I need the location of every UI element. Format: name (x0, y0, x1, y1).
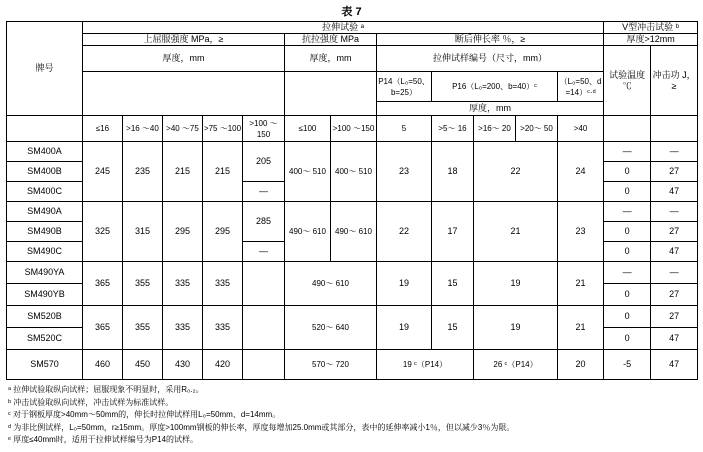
col-yield-3: >40 ～75 (163, 116, 203, 142)
table-title: 表 7 (341, 6, 362, 18)
cell-elong-5: 21 (558, 262, 604, 306)
header-row-subgroups (7, 34, 698, 46)
cell-energy: — (651, 142, 698, 162)
col-yield-2: >16 ～40 (123, 116, 163, 142)
cell-temp: 0 (604, 328, 651, 350)
header-cell-impact-energy (651, 46, 698, 116)
header-row-groups (7, 22, 698, 34)
cell-yield-5 (243, 350, 285, 380)
impact-energy-label: 冲击功 J，≥ (652, 69, 696, 91)
row-grade: SM490YA (7, 262, 83, 284)
header-cell-grade-spacer (7, 116, 83, 142)
header-row-columns (7, 116, 698, 142)
note-b: ᵇ 冲击试验取纵向试样，冲击试样为标准试样。 (8, 397, 174, 407)
cell-energy: 27 (651, 222, 698, 242)
header-cell-yield-strength: 上屈服强度 MPa，≥ (83, 34, 285, 46)
cell-tensile-1: 520～ 640 (285, 306, 377, 350)
row-grade: SM490C (7, 242, 83, 262)
col-energy-spacer (651, 116, 698, 142)
row-grade: SM490YB (7, 284, 83, 306)
row-grade: SM490A (7, 202, 83, 222)
cell-elong-2: 17 (432, 202, 474, 262)
cell-yield-3: 215 (163, 142, 203, 202)
cell-elong-5: 24 (558, 142, 604, 202)
col-yield-4: >75 ～100 (203, 116, 243, 142)
cell-tensile-1: 490～ 610 (285, 262, 377, 306)
cell-yield-3: 335 (163, 306, 203, 350)
col-elong-4: >20～ 50 (516, 116, 558, 142)
table-row (7, 202, 698, 222)
cell-temp: 0 (604, 242, 651, 262)
cell-temp: 0 (604, 162, 651, 182)
cell-elong-5: 20 (558, 350, 604, 380)
header-cell-grade: 牌号 (7, 22, 83, 116)
header-cell-elongation: 断后伸长率 ％，≥ (377, 34, 604, 46)
cell-yield-2: 450 (123, 350, 163, 380)
row-grade: SM490B (7, 222, 83, 242)
cell-tensile-1: 490～ 610 (285, 202, 331, 262)
mechanical-properties-table (6, 21, 698, 380)
row-grade: SM400C (7, 182, 83, 202)
cell-elong-2: 15 (432, 306, 474, 350)
col-tensile-2: >100 ～150 (331, 116, 377, 142)
cell-energy: 27 (651, 306, 698, 328)
col-elong-5: >40 (558, 116, 604, 142)
cell-elong-1: 22 (377, 202, 432, 262)
cell-yield-1: 325 (83, 202, 123, 262)
cell-energy: 47 (651, 350, 698, 380)
cell-tensile-2: 400～ 510 (331, 142, 377, 202)
header-cell-p14: P14（L₀=50、b=25） (377, 72, 432, 102)
cell-yield-5: 205 (243, 142, 285, 182)
cell-yield-3: 335 (163, 262, 203, 306)
cell-energy: — (651, 202, 698, 222)
cell-yield-4: 335 (203, 306, 243, 350)
cell-yield-3: 295 (163, 202, 203, 262)
header-cell-thickness-tensile-spacer (285, 72, 377, 116)
cell-temp: 0 (604, 284, 651, 306)
col-yield-1: ≤16 (83, 116, 123, 142)
header-cell-impact-test: V型冲击试验 ᵇ (604, 22, 698, 34)
note-e: ᵉ 厚度≤40mm时，适用于拉伸试样编号为P14的试样。 (8, 435, 199, 444)
cell-elong-5: 23 (558, 202, 604, 262)
cell-temp: 0 (604, 182, 651, 202)
row-grade: SM520C (7, 328, 83, 350)
cell-energy: 47 (651, 328, 698, 350)
header-row-thickness (7, 46, 698, 72)
col-elong-3: >16～ 20 (474, 116, 516, 142)
cell-energy: — (651, 262, 698, 284)
row-grade: SM400B (7, 162, 83, 182)
header-cell-thickness-yield: 厚度，mm (83, 46, 285, 72)
cell-tensile-2: 490～ 610 (331, 202, 377, 262)
table-notes (6, 384, 697, 447)
cell-tensile-1: 570～ 720 (285, 350, 377, 380)
cell-tensile-1: 400～ 510 (285, 142, 331, 202)
col-tensile-1: ≤100 (285, 116, 331, 142)
table-row (7, 350, 698, 380)
cell-elong-5: 21 (558, 306, 604, 350)
cell-yield-2: 355 (123, 306, 163, 350)
header-cell-tensile-strength: 抗拉强度 MPa (285, 34, 377, 46)
cell-yield-4: 335 (203, 262, 243, 306)
cell-elong-p14-b: 26 ᶜ（P14） (474, 350, 558, 380)
cell-yield-4: 215 (203, 142, 243, 202)
col-elong-2: >5～ 16 (432, 116, 474, 142)
col-elong-1: 5 (377, 116, 432, 142)
header-row-samples (7, 72, 698, 102)
cell-yield-2: 315 (123, 202, 163, 262)
header-cell-thickness-tensile: 厚度，mm (285, 46, 377, 72)
cell-yield-1: 245 (83, 142, 123, 202)
header-cell-thickness-yield-spacer (83, 72, 285, 116)
cell-yield-1: 365 (83, 306, 123, 350)
cell-yield-1: 365 (83, 262, 123, 306)
cell-elong-1: 19 (377, 306, 432, 350)
cell-temp: — (604, 262, 651, 284)
cell-elong-3: 22 (474, 142, 558, 202)
cell-yield-3: 430 (163, 350, 203, 380)
cell-elong-3: 21 (474, 202, 558, 262)
header-cell-thickness-gt12: 厚度>12mm (604, 34, 698, 46)
col-yield-5: >100 ～150 (243, 116, 285, 142)
cell-elong-1: 19 (377, 262, 432, 306)
row-grade: SM570 (7, 350, 83, 380)
row-grade: SM400A (7, 142, 83, 162)
cell-temp: 0 (604, 306, 651, 328)
header-cell-sample-no: 拉伸试样编号（尺寸，mm） (377, 46, 604, 72)
cell-elong-p14-a: 19 ᶜ（P14） (377, 350, 474, 380)
header-cell-test-temp (604, 46, 651, 116)
cell-yield-5: — (243, 182, 285, 202)
header-cell-l50: （L₀=50、d =14）ᶜ·ᵈ (558, 72, 604, 102)
cell-elong-3: 19 (474, 306, 558, 350)
cell-yield-5: — (243, 242, 285, 262)
test-temp-label: 试验温度 ℃ (609, 69, 646, 91)
cell-elong-1: 23 (377, 142, 432, 202)
note-a: ᵃ 拉伸试验取纵向试样；屈服现象不明显时，采用R₀.₂。 (8, 385, 204, 394)
col-temp-spacer (604, 116, 651, 142)
cell-yield-2: 355 (123, 262, 163, 306)
table-row (7, 262, 698, 284)
cell-elong-2: 15 (432, 262, 474, 306)
cell-yield-5 (243, 262, 285, 306)
header-cell-elong-thickness: 厚度，mm (377, 102, 604, 116)
cell-energy: 47 (651, 182, 698, 202)
cell-temp: — (604, 142, 651, 162)
note-d: ᵈ 为非比例试样，L₀=50mm，r≥15mm。厚度>100mm钢板的伸长率，厚度每增加25.0mm或其部分，表中的延伸率减小1％，但以减少3％为限。 (8, 422, 515, 432)
cell-elong-3: 19 (474, 262, 558, 306)
cell-energy: 27 (651, 284, 698, 306)
table-row (7, 306, 698, 328)
note-c: ᶜ 对于钢板厚度>40mm～50mm的，伸长时拉伸试样用L₀=50mm、d=14mm。 (8, 410, 281, 419)
row-grade: SM520B (7, 306, 83, 328)
cell-yield-1: 460 (83, 350, 123, 380)
cell-elong-2: 18 (432, 142, 474, 202)
cell-yield-5 (243, 306, 285, 350)
cell-energy: 27 (651, 162, 698, 182)
cell-temp: 0 (604, 222, 651, 242)
cell-temp: — (604, 202, 651, 222)
cell-yield-5: 285 (243, 202, 285, 242)
header-cell-tensile-test: 拉伸试验 ᵃ (83, 22, 604, 34)
cell-yield-4: 420 (203, 350, 243, 380)
table-row (7, 142, 698, 162)
cell-yield-2: 235 (123, 142, 163, 202)
cell-yield-4: 295 (203, 202, 243, 262)
cell-temp: -5 (604, 350, 651, 380)
cell-energy: 47 (651, 242, 698, 262)
header-cell-p16: P16（L₀=200、b=40）ᶜ (432, 72, 558, 102)
